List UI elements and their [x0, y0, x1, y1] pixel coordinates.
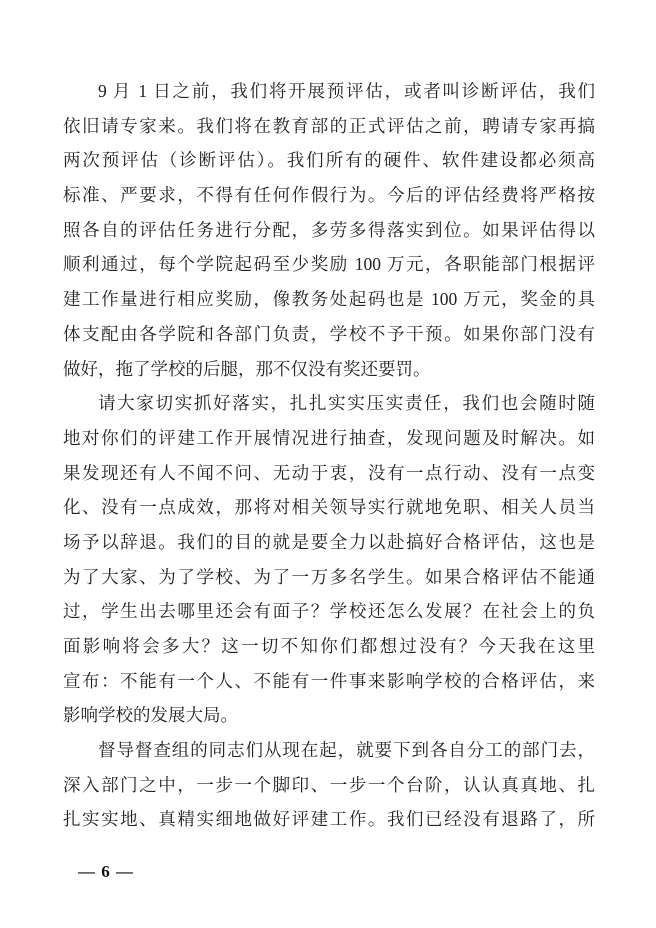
text-line: 宣布：不能有一个人、不能有一件事来影响学校的合格评估，来	[63, 670, 595, 691]
document-body	[63, 74, 595, 837]
paragraph	[63, 74, 595, 386]
text-line: 请大家切实抓好落实，扎扎实实压实责任，我们也会随时随	[98, 393, 595, 414]
text-line: 建工作量进行相应奖励，像教务处起码也是 100 万元，奖金的具	[63, 289, 595, 310]
text-line: 果发现还有人不闻不问、无动于衷，没有一点行动、没有一点变	[63, 462, 595, 483]
text-line: 顺利通过，每个学院起码至少奖励 100 万元，各职能部门根据评	[63, 254, 595, 275]
text-line: 两次预评估（诊断评估）。我们所有的硬件、软件建设都必须高	[63, 150, 595, 171]
text-line: 督导督查组的同志们从现在起，就要下到各自分工的部门去，	[98, 740, 595, 761]
text-line: 为了大家、为了学校、为了一万多名学生。如果合格评估不能通	[63, 566, 595, 587]
text-line: 化、没有一点成效，那将对相关领导实行就地免职、相关人员当	[63, 497, 595, 518]
text-line: 影响学校的发展大局。	[63, 705, 238, 726]
page-number: — 6 —	[78, 862, 134, 881]
text-line: 依旧请专家来。我们将在教育部的正式评估之前，聘请专家再搞	[63, 115, 595, 136]
text-line: 9 月 1 日之前，我们将开展预评估，或者叫诊断评估，我们	[98, 81, 595, 101]
text-line: 过，学生出去哪里还会有面子？学校还怎么发展？在社会上的负	[63, 601, 595, 622]
text-line: 体支配由各学院和各部门负责，学校不予干预。如果你部门没有	[63, 323, 595, 344]
text-line: 面影响将会多大？这一切不知你们都想过没有？今天我在这里	[63, 636, 595, 656]
text-line: 标准、严要求，不得有任何作假行为。今后的评估经费将严格按	[63, 185, 595, 206]
text-line: 做好，拖了学校的后腿，那不仅没有奖还要罚。	[63, 358, 431, 379]
text-line: 场予以辞退。我们的目的就是要全力以赴搞好合格评估，这也是	[63, 531, 595, 552]
text-line: 地对你们的评建工作开展情况进行抽查，发现问题及时解决。如	[63, 427, 595, 448]
paragraph	[63, 386, 595, 733]
paragraph	[63, 733, 595, 837]
text-line: 照各自的评估任务进行分配，多劳多得落实到位。如果评估得以	[63, 219, 595, 240]
text-line: 扎实实地、真精实细地做好评建工作。我们已经没有退路了，所	[63, 809, 595, 830]
text-line: 深入部门之中，一步一个脚印、一步一个台阶，认认真真地、扎	[63, 774, 595, 795]
